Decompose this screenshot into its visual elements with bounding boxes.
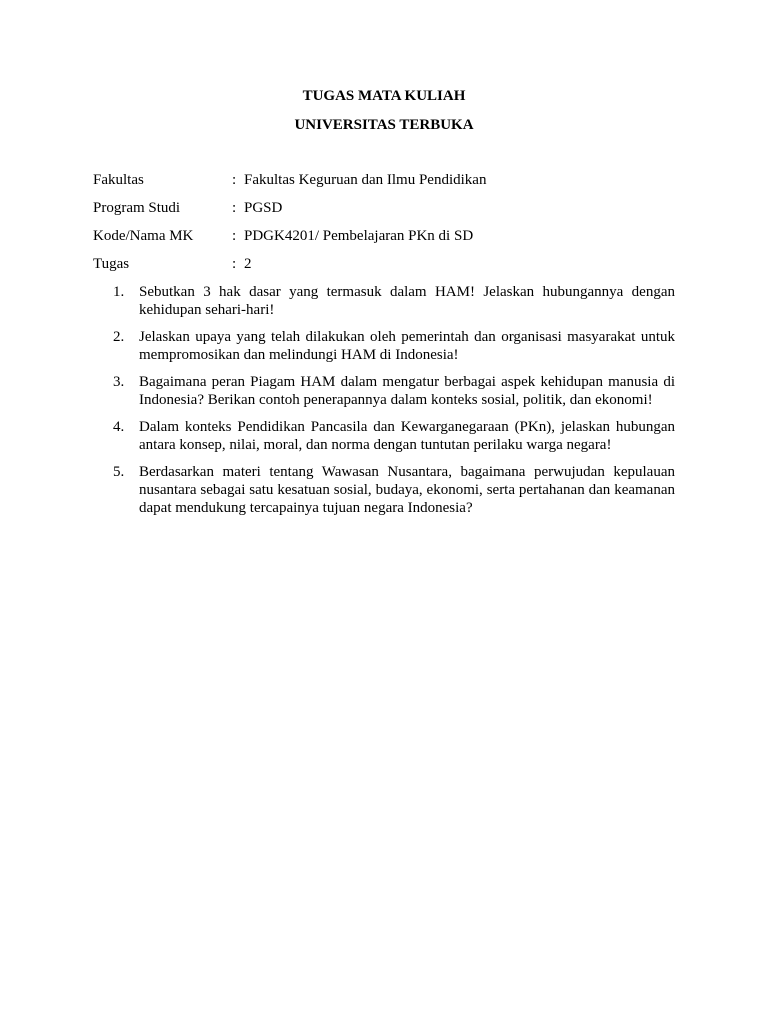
info-label: Kode/Nama MK — [93, 228, 194, 244]
info-colon: : — [232, 172, 237, 188]
document-title: TUGAS MATA KULIAH — [302, 88, 466, 104]
question-number: 1. — [113, 284, 125, 300]
question-item — [113, 418, 675, 454]
question-item — [113, 373, 675, 409]
info-label: Program Studi — [93, 200, 181, 216]
info-row-fakultas — [93, 170, 693, 198]
question-number: 5. — [113, 464, 125, 480]
question-text: Jelaskan upaya yang telah dilakukan oleh pemerintah dan organisasi masyarakat untuk mempromosikan dan melindungi HAM di Indonesia! — [139, 329, 675, 363]
document-title-block — [0, 86, 768, 135]
question-text: Sebutkan 3 hak dasar yang termasuk dalam HAM! Jelaskan hubungannya dengan kehidupan sehari-hari! — [139, 284, 675, 318]
info-row-tugas — [93, 254, 693, 282]
question-number: 4. — [113, 419, 125, 435]
info-value: 2 — [244, 256, 252, 272]
info-label: Fakultas — [93, 172, 144, 188]
info-value: PGSD — [244, 200, 283, 216]
info-label: Tugas — [93, 256, 130, 272]
question-item — [113, 463, 675, 517]
question-number: 2. — [113, 329, 125, 345]
info-row-kode-nama-mk — [93, 226, 693, 254]
question-text: Bagaimana peran Piagam HAM dalam mengatur berbagai aspek kehidupan manusia di Indonesia? Berikan contoh penerapannya dalam konteks sosial, politik, dan ekonomi! — [139, 374, 675, 408]
info-value: Fakultas Keguruan dan Ilmu Pendidikan — [244, 172, 487, 188]
info-colon: : — [232, 256, 237, 272]
info-value: PDGK4201/ Pembelajaran PKn di SD — [244, 228, 474, 244]
question-text: Berdasarkan materi tentang Wawasan Nusantara, bagaimana perwujudan kepulauan nusantara sebagai satu kesatuan sosial, budaya, ekonomi, serta pertahanan dan keamanan dapat mendukung tercapainya tujuan negara Indonesia? — [139, 464, 675, 516]
question-number: 3. — [113, 374, 125, 390]
info-colon: : — [232, 200, 237, 216]
university-name: UNIVERSITAS TERBUKA — [294, 117, 474, 133]
question-item — [113, 283, 675, 319]
info-colon: : — [232, 228, 237, 244]
question-list — [113, 283, 675, 526]
course-info-table — [93, 170, 693, 282]
question-item — [113, 328, 675, 364]
question-text: Dalam konteks Pendidikan Pancasila dan Kewarganegaraan (PKn), jelaskan hubungan antara konsep, nilai, moral, dan norma dengan tuntutan perilaku warga negara! — [139, 419, 675, 453]
info-row-program-studi — [93, 198, 693, 226]
